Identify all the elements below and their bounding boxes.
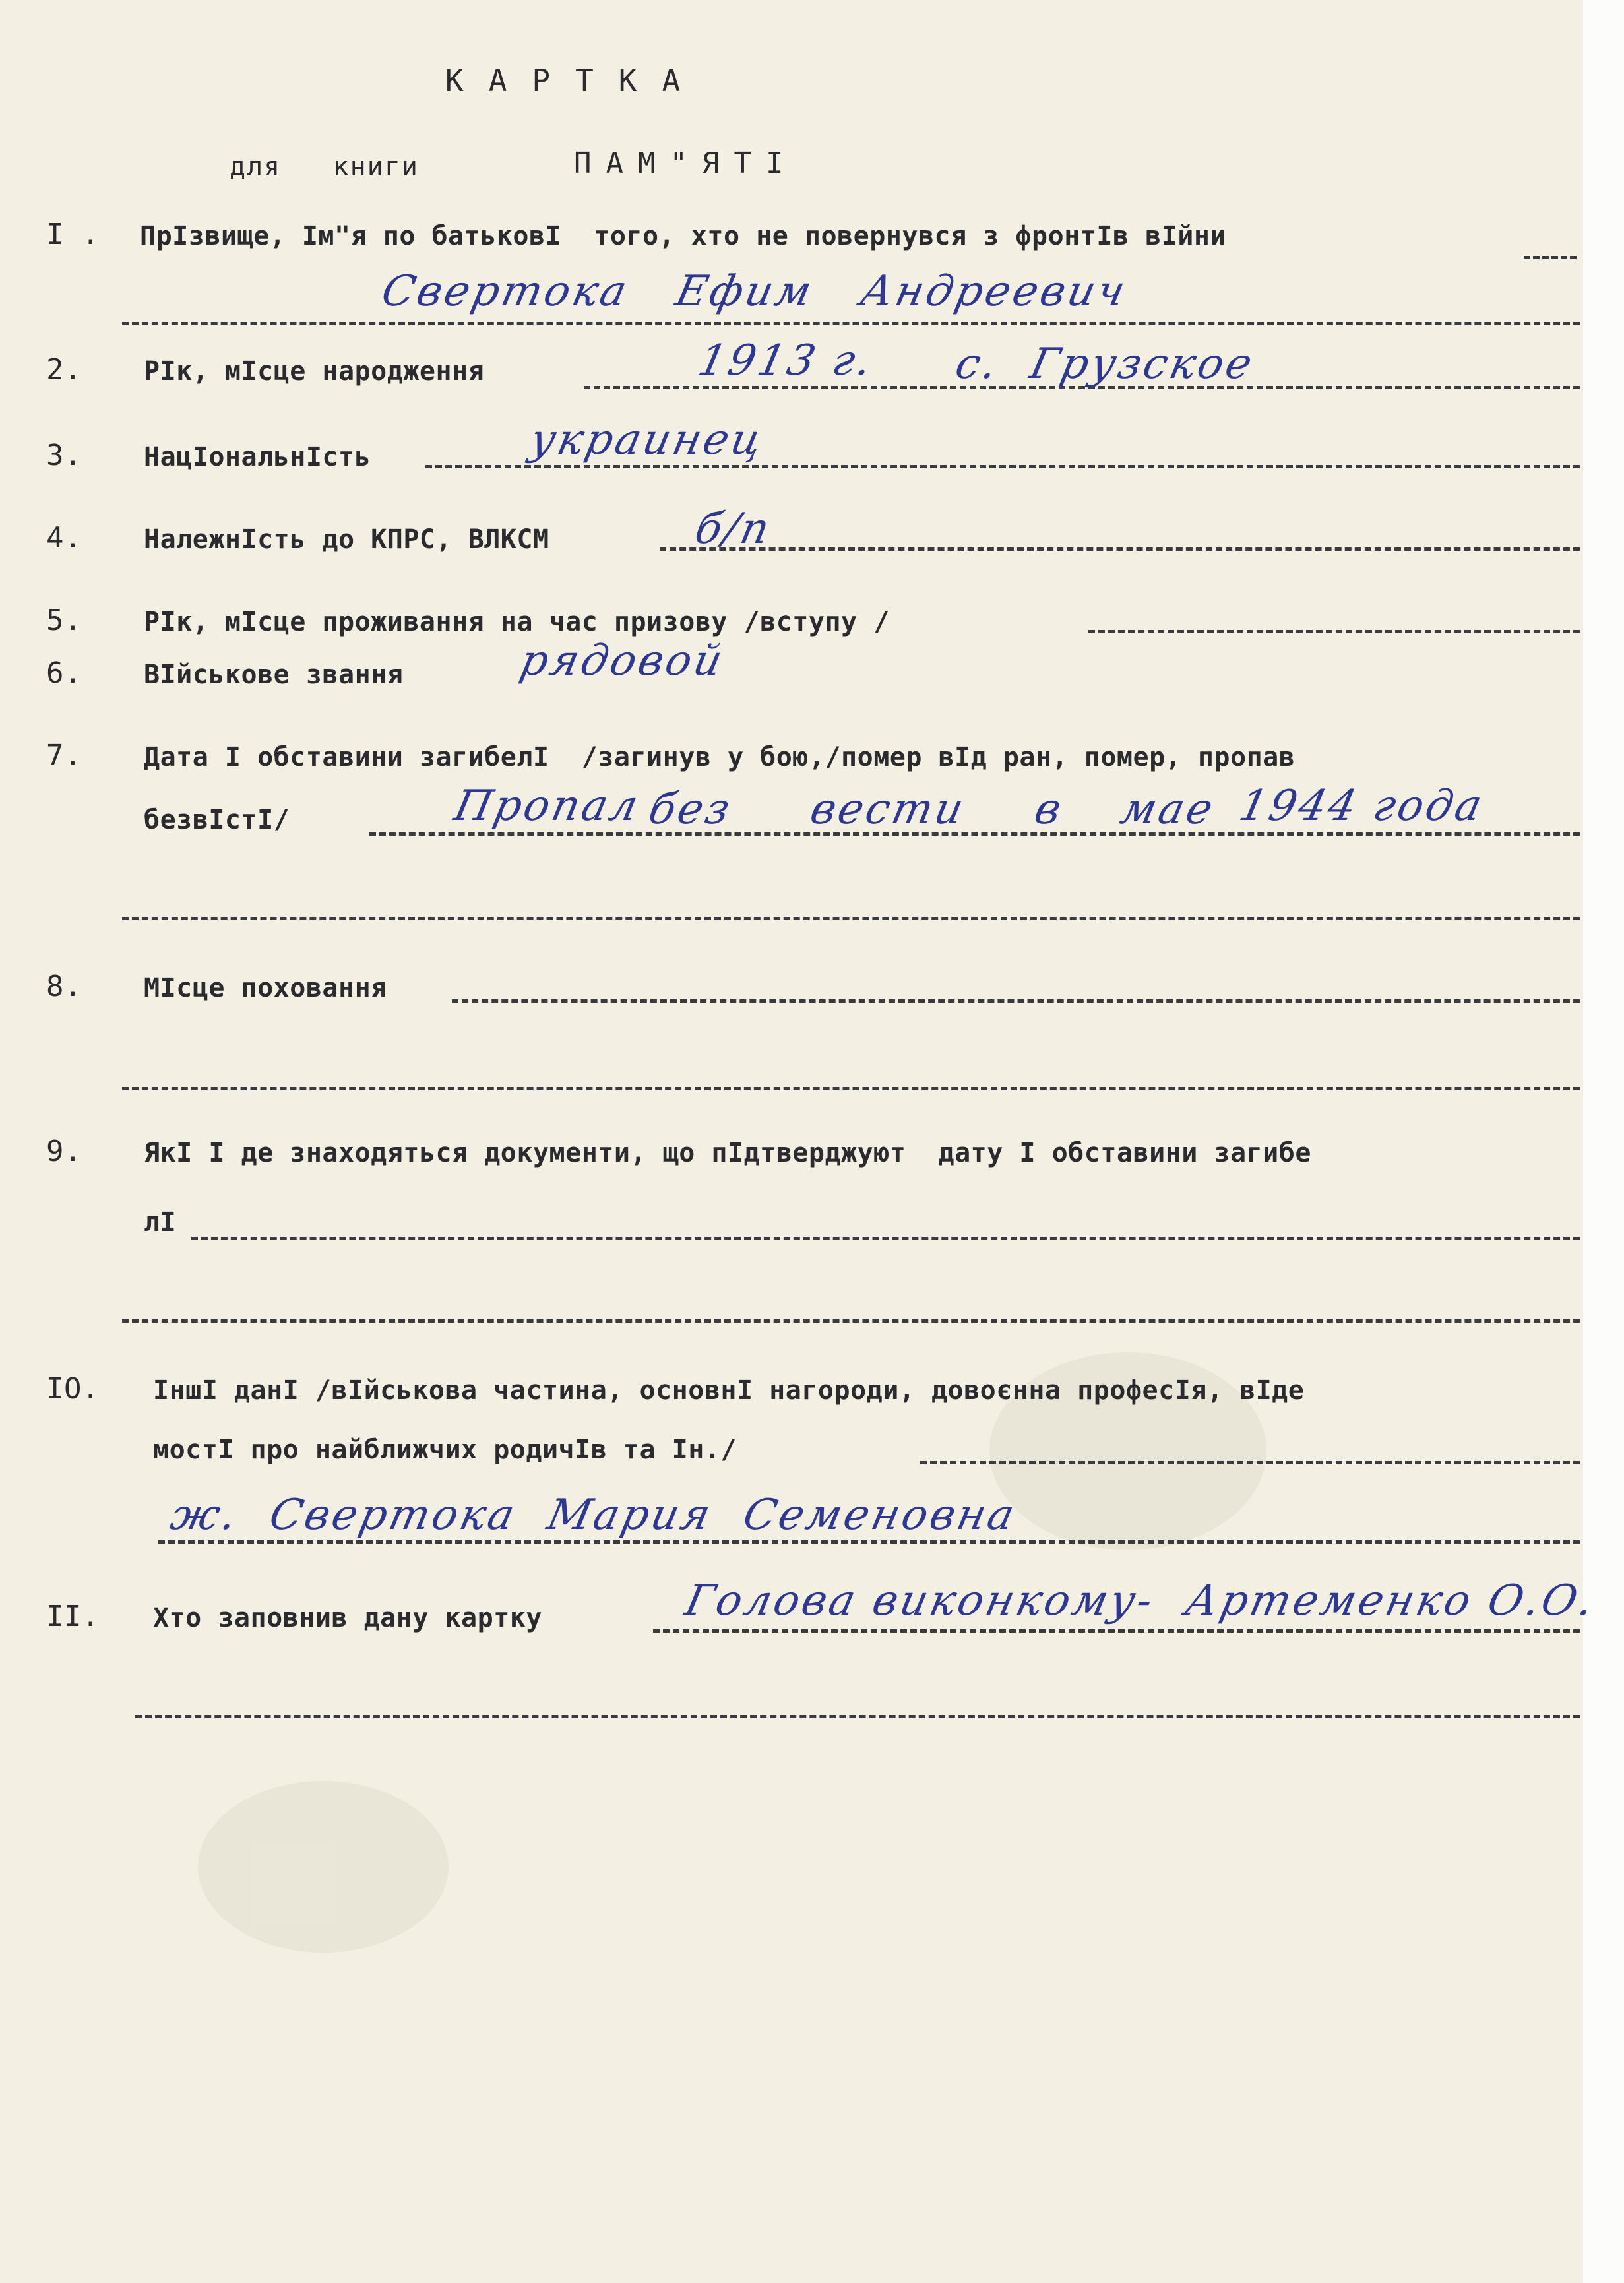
fill-line: [660, 547, 1580, 551]
fill-line: [1088, 630, 1580, 633]
fill-line: [452, 999, 1580, 1003]
field-9-label: ЯкІ І де знаходяться документи, що пІдтверджуют дату І обставини загибе: [144, 1138, 1311, 1168]
fill-line: [122, 322, 1580, 325]
fill-line: [122, 1087, 1580, 1090]
handwritten-death-word: Пропал: [450, 782, 645, 830]
handwritten-rank: рядовой: [516, 637, 730, 685]
field-7-label-continued: безвІстІ/: [144, 805, 290, 835]
handwritten-death-word: вести: [806, 785, 970, 834]
field-2-number: 2.: [46, 353, 82, 387]
fill-line: [653, 1629, 1580, 1633]
field-4-number: 4.: [46, 521, 82, 555]
field-7-label: Дата І обставини загибелІ /загинув у бою,/помер вІд ран, помер, пропав: [144, 742, 1296, 772]
field-9-label-continued: лІ: [144, 1207, 177, 1237]
field-5-label: РІк, мІсце проживання на час призову /вступу /: [144, 607, 890, 637]
field-9-number: 9.: [46, 1135, 82, 1168]
scan-margin: [1583, 0, 1624, 2283]
field-2-label: РІк, мІсце народження: [144, 356, 485, 387]
fill-line: [425, 465, 1580, 468]
fill-line: [122, 1319, 1580, 1323]
field-10-label: ІншІ данІ /вІйськова частина, основнІ нагороди, довоєнна професІя, вІде: [153, 1375, 1305, 1406]
field-11-label: Хто заповнив дану картку: [153, 1603, 542, 1633]
field-1-number: І .: [46, 218, 100, 251]
field-6-number: 6.: [46, 656, 82, 690]
field-10-number: ІО.: [46, 1372, 100, 1406]
fill-line: [122, 917, 1580, 920]
handwritten-death-word: в: [1030, 785, 1069, 834]
field-4-label: НалежнІсть до КПРС, ВЛКСМ: [144, 524, 549, 555]
field-8-number: 8.: [46, 970, 82, 1003]
handwritten-relative: ж. Свертока Мария Семеновна: [166, 1491, 1021, 1540]
paper-stain: [198, 1781, 449, 1953]
card-subtitle: ПАМ"ЯТІ: [574, 146, 798, 180]
field-11-number: ІІ.: [46, 1600, 100, 1633]
handwritten-nationality: украинец: [526, 416, 769, 464]
handwritten-party: б/п: [691, 505, 776, 553]
handwritten-filled-by: Голова виконкому- Артеменко О.О.: [681, 1577, 1601, 1625]
handwritten-full-name: Свертока Ефим Андреевич: [377, 267, 1132, 316]
handwritten-death-word: без: [644, 785, 737, 834]
field-3-label: НацІональнІсть: [144, 442, 371, 472]
fill-line: [920, 1461, 1580, 1464]
fill-line: [191, 1237, 1580, 1240]
fill-line: [135, 1715, 1580, 1718]
handwritten-birth-place: с. Грузское: [951, 340, 1259, 389]
field-6-label: ВІйськове звання: [144, 660, 404, 690]
field-1-label: ПрІзвище, Ім"я по батьковІ того, хто не повернувся з фронтІв вІйни: [140, 221, 1226, 251]
fill-line: [1524, 256, 1577, 259]
field-10-label-continued: мостІ про найближчих родичІв та Ін./: [153, 1435, 737, 1465]
card-subtitle-prefix: для книги: [230, 152, 419, 182]
handwritten-death-word: мае: [1116, 785, 1220, 834]
field-7-number: 7.: [46, 739, 82, 772]
card-title: КАРТКА: [445, 63, 706, 98]
fill-line: [369, 832, 1580, 836]
field-3-number: 3.: [46, 439, 82, 472]
handwritten-death-word: 1944 года: [1235, 782, 1489, 830]
field-8-label: МІсце поховання: [144, 973, 387, 1003]
fill-line: [158, 1540, 1580, 1544]
handwritten-birth-year: 1913 г.: [694, 336, 879, 385]
field-5-number: 5.: [46, 604, 82, 637]
